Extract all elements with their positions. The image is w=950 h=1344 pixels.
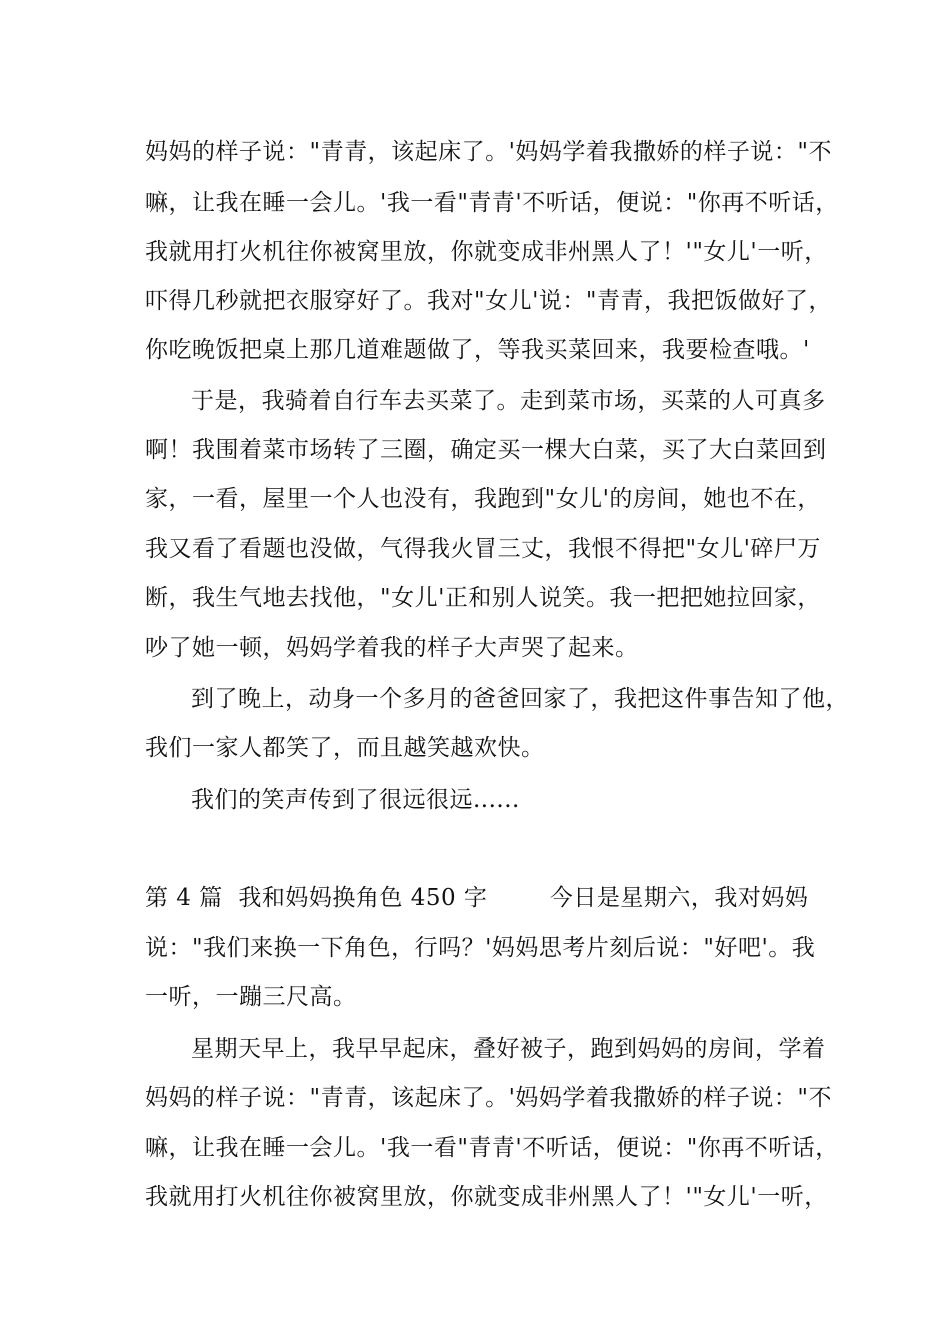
- text-line: 我就用打火机往你被窝里放，你就变成非州黑人了！'"女儿'一听，: [145, 239, 828, 265]
- section-heading-line: 第 4 篇 我和妈妈换角色 450 字 今日是星期六，我对妈妈: [145, 885, 809, 911]
- paragraph-first-line: 我们的笑声传到了很远很远......: [191, 787, 520, 813]
- text-line: 断，我生气地去找他，"女儿'正和别人说笑。我一把把她拉回家，: [145, 585, 821, 611]
- paragraph-first-line: 星期天早上，我早早起床，叠好被子，跑到妈妈的房间，学着: [191, 1036, 826, 1062]
- paragraph-first-line: 到了晚上，动身一个多月的爸爸回家了，我把这件事告知了他，: [191, 686, 849, 712]
- text-line: 嘛，让我在睡一会儿。'我一看"青青'不听话，便说："你再不听话，: [145, 190, 839, 216]
- paragraph-first-line: 于是，我骑着自行车去买菜了。走到菜市场，买菜的人可真多: [191, 388, 826, 414]
- text-line: 你吃晚饭把桌上那几道难题做了，等我买菜回来，我要检查哦。': [145, 337, 810, 363]
- text-line: 家，一看，屋里一个人也没有，我跑到"女儿'的房间，她也不在，: [145, 486, 821, 512]
- text-line: 吵了她一顿，妈妈学着我的样子大声哭了起来。: [145, 635, 639, 661]
- text-line: 我们一家人都笑了，而且越笑越欢快。: [145, 735, 545, 761]
- text-line: 妈妈的样子说："青青，该起床了。'妈妈学着我撒娇的样子说："不: [145, 1085, 832, 1111]
- text-line: 一听，一蹦三尺高。: [145, 984, 357, 1010]
- text-line: 我就用打火机往你被窝里放，你就变成非州黑人了！'"女儿'一听，: [145, 1184, 828, 1210]
- text-line: 嘛，让我在睡一会儿。'我一看"青青'不听话，便说："你再不听话，: [145, 1135, 839, 1161]
- text-line: 我又看了看题也没做，气得我火冒三丈，我恨不得把"女儿'碎尸万: [145, 536, 821, 562]
- text-line: 妈妈的样子说："青青，该起床了。'妈妈学着我撒娇的样子说："不: [145, 139, 832, 165]
- text-line: 啊！我围着菜市场转了三圈，确定买一棵大白菜，买了大白菜回到: [145, 437, 827, 463]
- text-line: 说："我们来换一下角色，行吗？'妈妈思考片刻后说："好吧'。我: [145, 935, 816, 961]
- text-line: 吓得几秒就把衣服穿好了。我对"女儿'说："青青，我把饭做好了，: [145, 288, 832, 314]
